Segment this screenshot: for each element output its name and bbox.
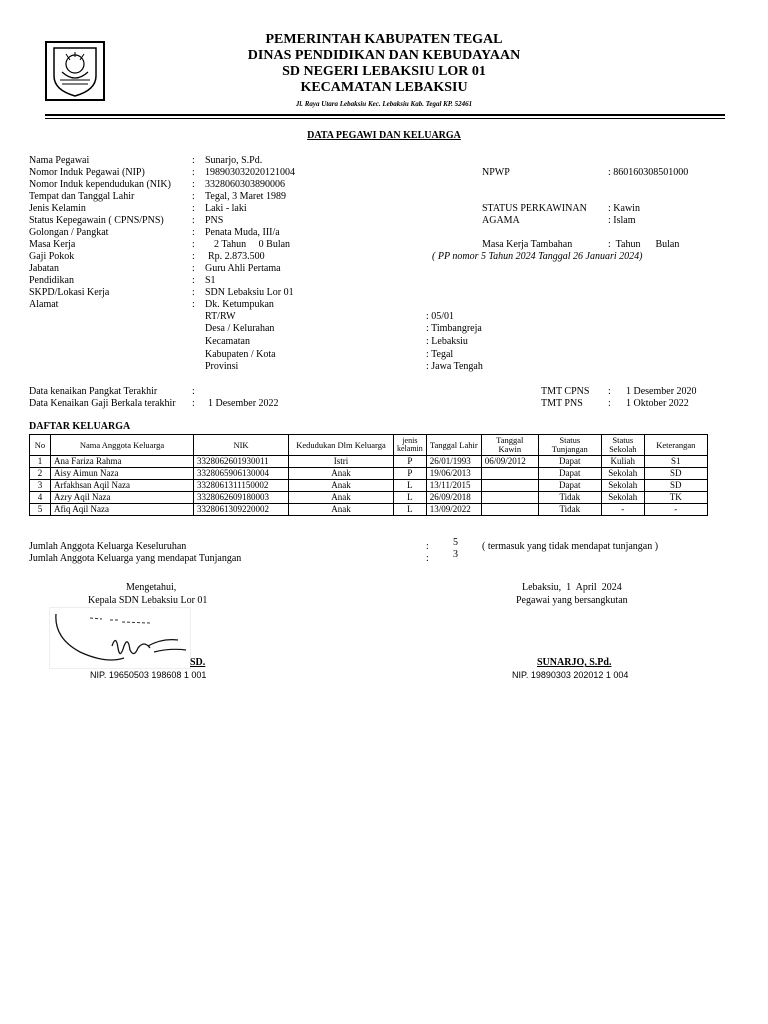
family-table: [29, 434, 708, 516]
cell-keterangan: S1: [644, 456, 707, 468]
value-keluarga-tunjangan: 3: [453, 549, 458, 560]
header-rule: [45, 114, 725, 116]
value-golongan: Penata Muda, III/a: [205, 227, 280, 238]
header-rule-thin: [45, 118, 725, 119]
cell-tanggal-lahir: 26/01/1993: [426, 456, 481, 468]
colon: :: [192, 299, 195, 310]
table-row: [30, 504, 708, 516]
cell-status-sekolah: -: [601, 504, 644, 516]
value-ttl: Tegal, 3 Maret 1989: [205, 191, 286, 202]
value-jabatan: Guru Ahli Pertama: [205, 263, 281, 274]
value-jenis-kelamin: Laki - laki: [205, 203, 247, 214]
label-npwp: NPWP: [482, 167, 510, 178]
colon: :: [192, 167, 195, 178]
label-status-kepegawaian: Status Kepegawain ( CPNS/PNS): [29, 215, 164, 226]
colon: :: [192, 251, 195, 262]
signature-left-name: SD.: [190, 657, 206, 668]
value-agama: : Islam: [608, 215, 636, 226]
col-header-status-tunjangan: Status Tunjangan: [538, 435, 601, 456]
cell-no: 5: [30, 504, 51, 516]
cell-nik: 3328061311150002: [194, 480, 289, 492]
cell-status-sekolah: Kuliah: [601, 456, 644, 468]
label-jabatan: Jabatan: [29, 263, 59, 274]
value-skpd: SDN Lebaksiu Lor 01: [205, 287, 294, 298]
colon: :: [192, 203, 195, 214]
value-status-perkawinan: : Kawin: [608, 203, 640, 214]
family-table-header: [30, 435, 708, 456]
col-header-status-sekolah: Status Sekolah: [601, 435, 644, 456]
cell-no: 3: [30, 480, 51, 492]
col-header-tanggal-kawin: Tanggal Kawin: [481, 435, 538, 456]
label-provinsi: Provinsi: [205, 361, 239, 372]
header-line-3: SD NEGERI LEBAKSIU LOR 01: [282, 64, 486, 79]
cell-nama: Aisy Aimun Naza: [51, 468, 194, 480]
label-gaji-pokok: Gaji Pokok: [29, 251, 75, 262]
cell-no: 1: [30, 456, 51, 468]
value-nama: Sunarjo, S.Pd.: [205, 155, 263, 166]
cell-keterangan: TK: [644, 492, 707, 504]
label-nik: Nomor Induk kependudukan (NIK): [29, 179, 171, 190]
label-nip: Nomor Induk Pegawai (NIP): [29, 167, 145, 178]
label-status-perkawinan: STATUS PERKAWINAN: [482, 203, 587, 214]
colon: :: [192, 287, 195, 298]
value-masa-kerja-tambahan: : Tahun Bulan: [608, 239, 680, 250]
col-header-jenis-kelamin: jenis kelamin: [394, 435, 427, 456]
label-kgb: Data Kenaikan Gaji Berkala terakhir: [29, 398, 176, 409]
cell-jenis-kelamin: P: [394, 456, 427, 468]
colon: :: [192, 179, 195, 190]
col-header-no: No: [30, 435, 51, 456]
cell-kedudukan: Anak: [289, 480, 394, 492]
cell-tanggal-kawin: [481, 480, 538, 492]
colon: :: [192, 398, 195, 409]
label-pangkat-terakhir: Data kenaikan Pangkat Terakhir: [29, 386, 158, 397]
colon: :: [192, 263, 195, 274]
col-header-nama: Nama Anggota Keluarga: [51, 435, 194, 456]
col-header-keterangan: Keterangan: [644, 435, 707, 456]
col-header-kedudukan: Kedudukan Dlm Keluarga: [289, 435, 394, 456]
cell-keterangan: SD: [644, 468, 707, 480]
cell-tanggal-kawin: [481, 468, 538, 480]
label-keluarga-tunjangan: Jumlah Anggota Keluarga yang mendapat Tunjangan: [29, 553, 242, 564]
signature-right-line2: Pegawai yang bersangkutan: [516, 595, 628, 606]
label-kabupaten: Kabupaten / Kota: [205, 349, 276, 360]
cell-status-tunjangan: Dapat: [538, 468, 601, 480]
label-desa: Desa / Kelurahan: [205, 323, 275, 334]
handwritten-signature: [50, 608, 190, 668]
value-gaji-pokok: Rp. 2.873.500: [208, 251, 265, 262]
cell-nik: 3328065906130004: [194, 468, 289, 480]
value-total-keluarga: 5: [453, 537, 458, 548]
cell-nama: Ana Fariza Rahma: [51, 456, 194, 468]
colon: :: [192, 155, 195, 166]
cell-status-sekolah: Sekolah: [601, 492, 644, 504]
label-skpd: SKPD/Lokasi Kerja: [29, 287, 110, 298]
value-pendidikan: S1: [205, 275, 216, 286]
value-alamat: Dk. Ketumpukan: [205, 299, 274, 310]
signature-right-line1: Lebaksiu, 1 April 2024: [522, 582, 622, 593]
cell-status-sekolah: Sekolah: [601, 468, 644, 480]
cell-tanggal-lahir: 13/11/2015: [426, 480, 481, 492]
cell-status-tunjangan: Dapat: [538, 456, 601, 468]
cell-kedudukan: Anak: [289, 492, 394, 504]
cell-tanggal-kawin: 06/09/2012: [481, 456, 538, 468]
colon: :: [426, 553, 429, 564]
label-kecamatan: Kecamatan: [205, 336, 250, 347]
cell-tanggal-kawin: [481, 504, 538, 516]
colon: :: [192, 227, 195, 238]
label-pendidikan: Pendidikan: [29, 275, 74, 286]
label-agama: AGAMA: [482, 215, 520, 226]
value-desa: : Timbangreja: [426, 323, 482, 334]
family-table-body: [30, 456, 708, 516]
cell-keterangan: SD: [644, 480, 707, 492]
colon: :: [192, 239, 195, 250]
colon: :: [192, 386, 195, 397]
value-kecamatan: : Lebaksiu: [426, 336, 468, 347]
cell-nik: 3328062609180003: [194, 492, 289, 504]
cell-kedudukan: Anak: [289, 468, 394, 480]
cell-jenis-kelamin: L: [394, 492, 427, 504]
colon: :: [192, 191, 195, 202]
cell-status-tunjangan: Tidak: [538, 504, 601, 516]
cell-status-sekolah: Sekolah: [601, 480, 644, 492]
cell-jenis-kelamin: L: [394, 504, 427, 516]
colon: :: [608, 398, 611, 409]
cell-nik: 3328062601930011: [194, 456, 289, 468]
label-tmt-cpns: TMT CPNS: [541, 386, 590, 397]
value-tmt-pns: 1 Oktober 2022: [626, 398, 689, 409]
cell-tanggal-lahir: 26/09/2018: [426, 492, 481, 504]
colon: :: [608, 386, 611, 397]
header-line-4: KECAMATAN LEBAKSIU: [300, 80, 468, 95]
cell-tanggal-kawin: [481, 492, 538, 504]
table-row: [30, 456, 708, 468]
value-nik: 3328060303890006: [205, 179, 285, 190]
cell-kedudukan: Anak: [289, 504, 394, 516]
signature-left-line2: Kepala SDN Lebaksiu Lor 01: [88, 595, 208, 606]
total-keluarga-note: ( termasuk yang tidak mendapat tunjangan ): [482, 541, 659, 552]
label-total-keluarga: Jumlah Anggota Keluarga Keseluruhan: [29, 541, 187, 552]
family-section-title: DAFTAR KELUARGA: [29, 421, 131, 432]
label-golongan: Golongan / Pangkat: [29, 227, 109, 238]
label-masa-kerja-tambahan: Masa Kerja Tambahan: [482, 239, 573, 250]
cell-tanggal-lahir: 19/06/2013: [426, 468, 481, 480]
header-address: Jl. Raya Utara Lebaksiu Kec. Lebaksiu Kab. Tegal KP. 52461: [295, 100, 473, 108]
col-header-tanggal-lahir: Tanggal Lahir: [426, 435, 481, 456]
value-kgb: 1 Desember 2022: [208, 398, 279, 409]
cell-nama: Azry Aqil Naza: [51, 492, 194, 504]
label-rtrw: RT/RW: [205, 311, 236, 322]
value-masa-kerja: 2 Tahun 0 Bulan: [214, 239, 291, 250]
cell-jenis-kelamin: P: [394, 468, 427, 480]
cell-kedudukan: Istri: [289, 456, 394, 468]
value-kabupaten: : Tegal: [426, 349, 454, 360]
signature-right-name: SUNARJO, S.Pd.: [537, 657, 612, 668]
value-tmt-cpns: 1 Desember 2020: [626, 386, 697, 397]
cell-nama: Arfakhsan Aqil Naza: [51, 480, 194, 492]
document-title: DATA PEGAWI DAN KELUARGA: [307, 130, 461, 141]
cell-jenis-kelamin: L: [394, 480, 427, 492]
colon: :: [192, 215, 195, 226]
col-header-nik: NIK: [194, 435, 289, 456]
table-row: [30, 468, 708, 480]
label-masa-kerja: Masa Kerja: [29, 239, 76, 250]
pp-note: ( PP nomor 5 Tahun 2024 Tanggal 26 Januari 2024): [432, 251, 643, 262]
cell-no: 4: [30, 492, 51, 504]
value-status-kepegawaian: PNS: [205, 215, 224, 226]
label-tmt-pns: TMT PNS: [541, 398, 583, 409]
signature-left-nip: NIP. 19650503 198608 1 001: [90, 670, 207, 680]
table-row: [30, 492, 708, 504]
cell-nama: Afiq Aqil Naza: [51, 504, 194, 516]
header-line-1: PEMERINTAH KABUPATEN TEGAL: [265, 32, 503, 47]
cell-nik: 3328061309220002: [194, 504, 289, 516]
cell-keterangan: -: [644, 504, 707, 516]
signature-right-nip: NIP. 19890303 202012 1 004: [512, 670, 629, 680]
value-npwp: : 860160308501000: [608, 167, 689, 178]
cell-status-tunjangan: Tidak: [538, 492, 601, 504]
table-row: [30, 480, 708, 492]
cell-status-tunjangan: Dapat: [538, 480, 601, 492]
cell-no: 2: [30, 468, 51, 480]
cell-tanggal-lahir: 13/09/2022: [426, 504, 481, 516]
colon: :: [192, 275, 195, 286]
colon: :: [426, 541, 429, 552]
value-nip: 198903032020121004: [205, 167, 295, 178]
label-jenis-kelamin: Jenis Kelamin: [29, 203, 86, 214]
label-alamat: Alamat: [29, 299, 59, 310]
signature-left-line1: Mengetahui,: [126, 582, 177, 593]
label-ttl: Tempat dan Tanggal Lahir: [29, 191, 135, 202]
value-rtrw: : 05/01: [426, 311, 455, 322]
value-provinsi: : Jawa Tengah: [426, 361, 483, 372]
header-line-2: DINAS PENDIDIKAN DAN KEBUDAYAAN: [247, 48, 521, 63]
label-nama: Nama Pegawai: [29, 155, 90, 166]
